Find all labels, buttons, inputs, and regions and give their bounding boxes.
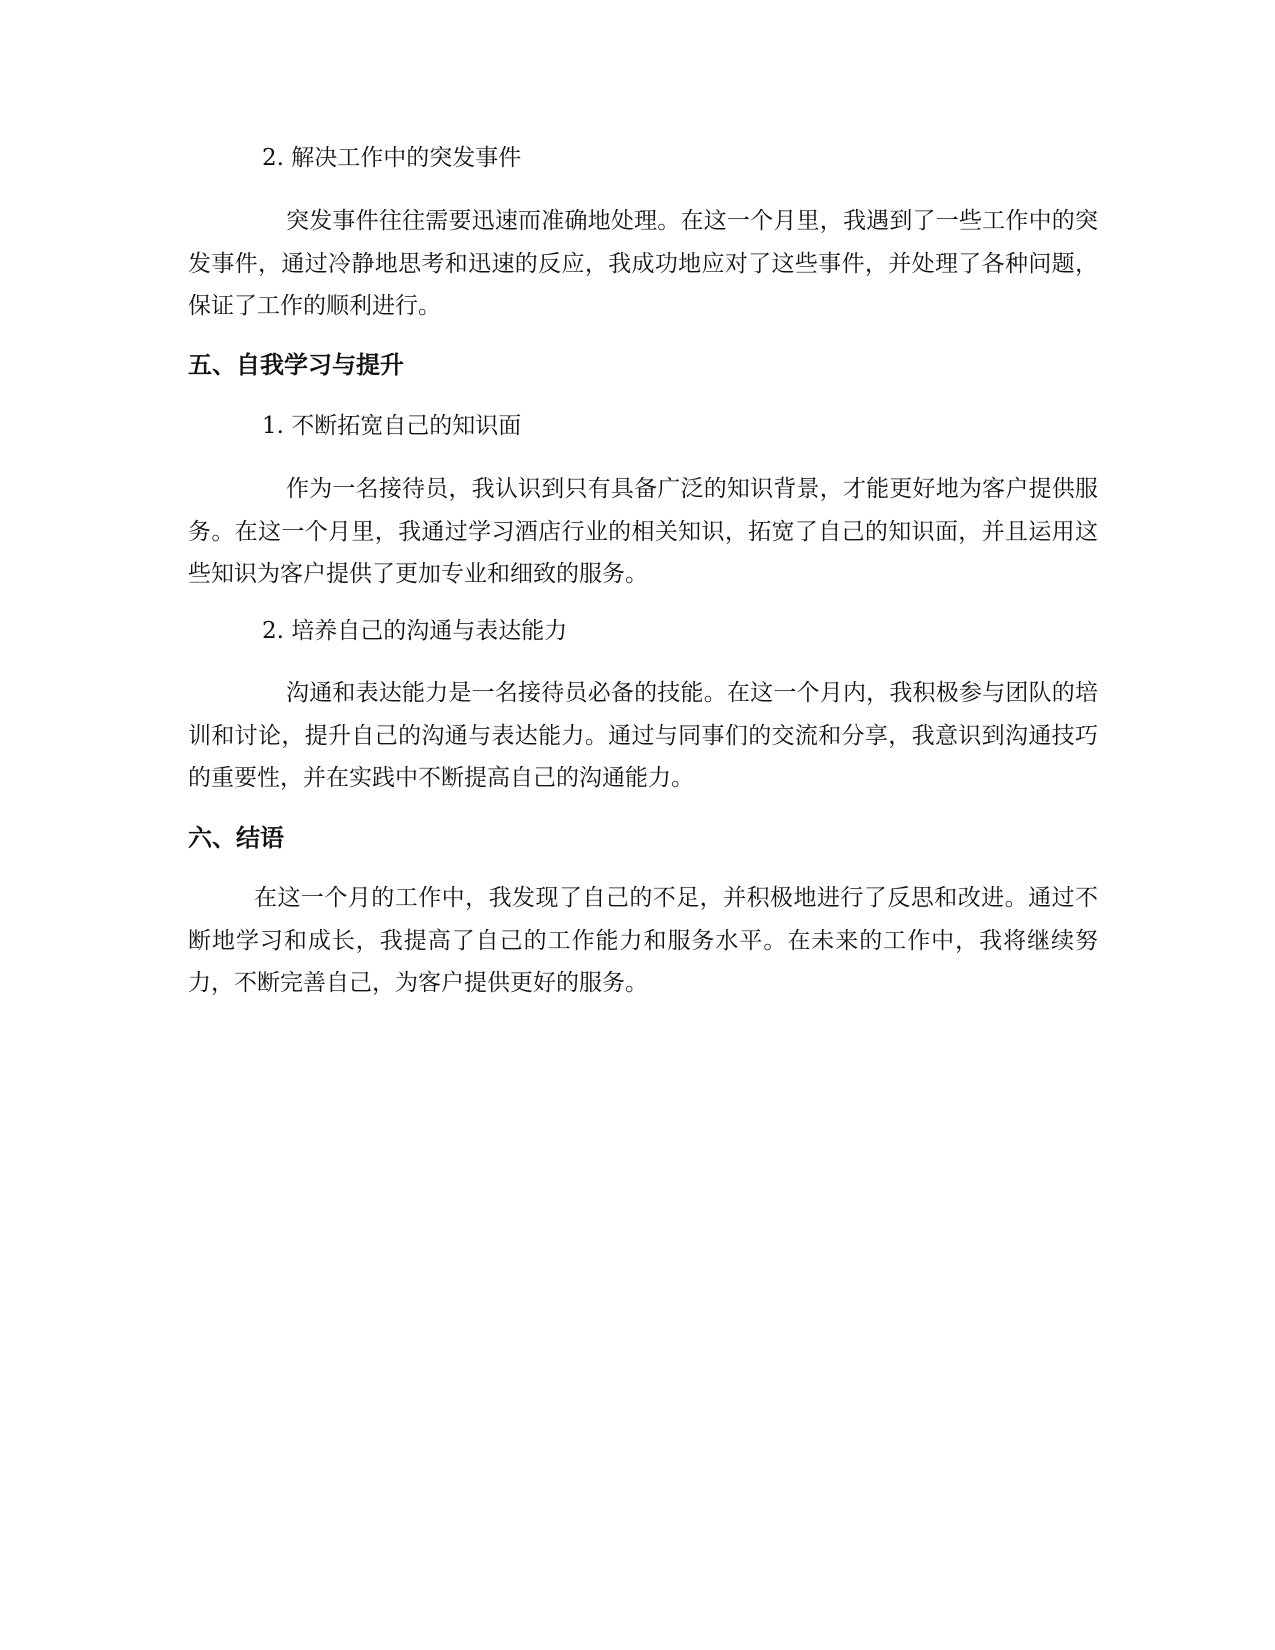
- paragraph-communication-skills: 沟通和表达能力是一名接待员必备的技能。在这一个月内，我积极参与团队的培训和讨论，提升自己的沟通与表达能力。通过与同事们的交流和分享，我意识到沟通技巧的重要性，并在实践中不断提高自己的沟通能力。: [188, 680, 1098, 791]
- subheading-broaden-knowledge: 1. 不断拓宽自己的知识面: [262, 413, 522, 439]
- paragraph-broaden-knowledge: 作为一名接待员，我认识到只有具备广泛的知识背景，才能更好地为客户提供服务。在这一个月里，我通过学习酒店行业的相关知识，拓宽了自己的知识面，并且运用这些知识为客户提供了更加专业和细致的服务。: [188, 476, 1098, 587]
- subheading-handle-emergencies: 2. 解决工作中的突发事件: [262, 145, 522, 171]
- paragraph-conclusion: 在这一个月的工作中，我发现了自己的不足，并积极地进行了反思和改进。通过不断地学习和成长，我提高了自己的工作能力和服务水平。在未来的工作中，我将继续努力，不断完善自己，为客户提供更好的服务。: [188, 885, 1098, 996]
- section-heading-self-learning: 五、自我学习与提升: [188, 351, 404, 379]
- section-heading-conclusion: 六、结语: [188, 824, 284, 852]
- subheading-communication-skills: 2. 培养自己的沟通与表达能力: [262, 618, 568, 644]
- paragraph-emergencies: 突发事件往往需要迅速而准确地处理。在这一个月里，我遇到了一些工作中的突发事件，通过冷静地思考和迅速的反应，我成功地应对了这些事件，并处理了各种问题，保证了工作的顺利进行。: [188, 208, 1098, 319]
